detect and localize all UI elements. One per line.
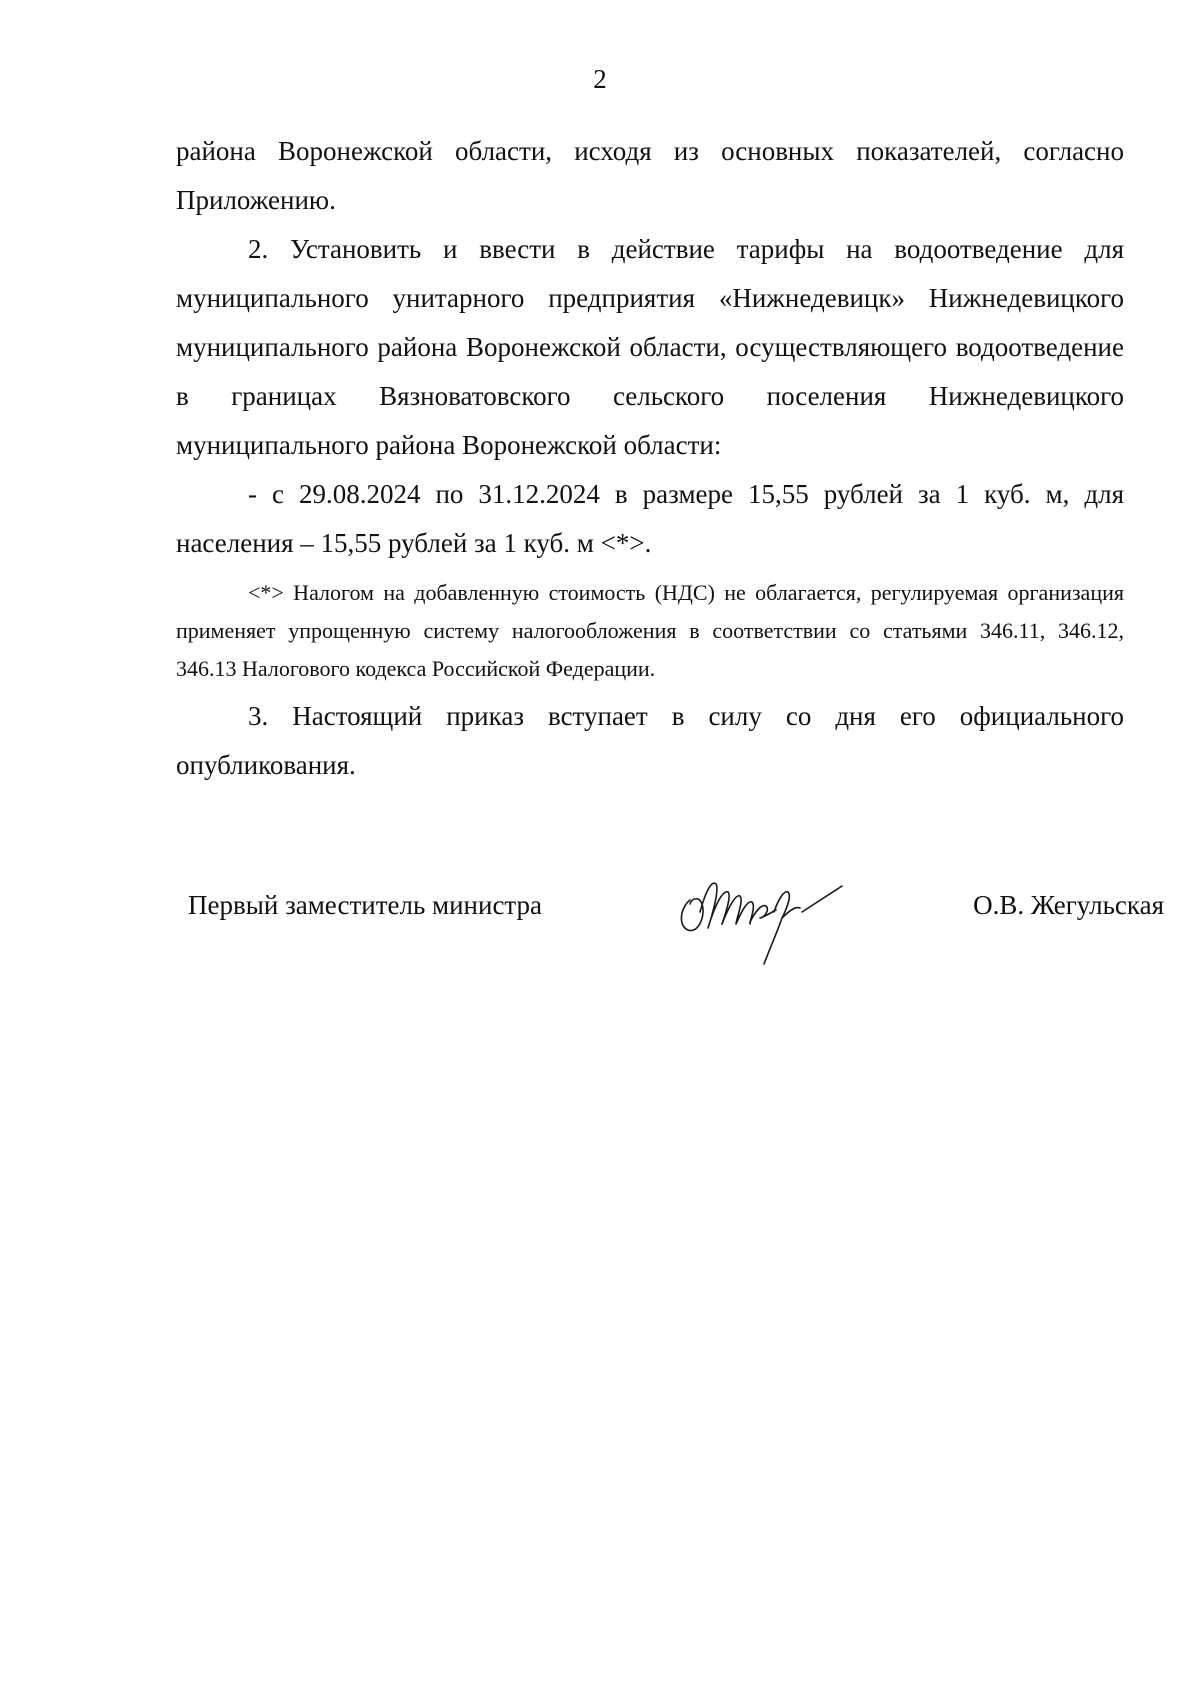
paragraph-continuation: района Воронежской области, исходя из основных показателей, согласно Приложению. [176, 136, 1124, 215]
page-number: 2 [593, 64, 607, 94]
signature-block [0, 860, 1200, 980]
handwritten-signature-icon [670, 860, 860, 970]
paragraph-item-2: 2. Установить и ввести в действие тарифы на водоотведение для муниципального унитарного предприятия «Нижнедевицк» Нижнедевицкого муниципального района Воронежской области, осуществляющего водоотведение в границах Вязноватовского сельского поселения Нижнедевицкого муниципального района Воронежской области: [176, 234, 1124, 460]
signatory-name: О.В. Жегульская [973, 890, 1164, 920]
document-body [176, 127, 1124, 790]
paragraph-item-3: 3. Настоящий приказ вступает в силу со дня его официального опубликования. [176, 701, 1124, 780]
signatory-position: Первый заместитель министра [188, 890, 543, 920]
paragraph-tariff: - с 29.08.2024 по 31.12.2024 в размере 15,55 рублей за 1 куб. м, для населения – 15,55 рублей за 1 куб. м <*>. [176, 479, 1124, 558]
footnote: <*> Налогом на добавленную стоимость (НДС) не облагается, регулируемая организация применяет упрощенную систему налогообложения в соответствии со статьями 346.11, 346.12, 346.13 Налогового кодекса Российской Федерации. [176, 580, 1124, 681]
